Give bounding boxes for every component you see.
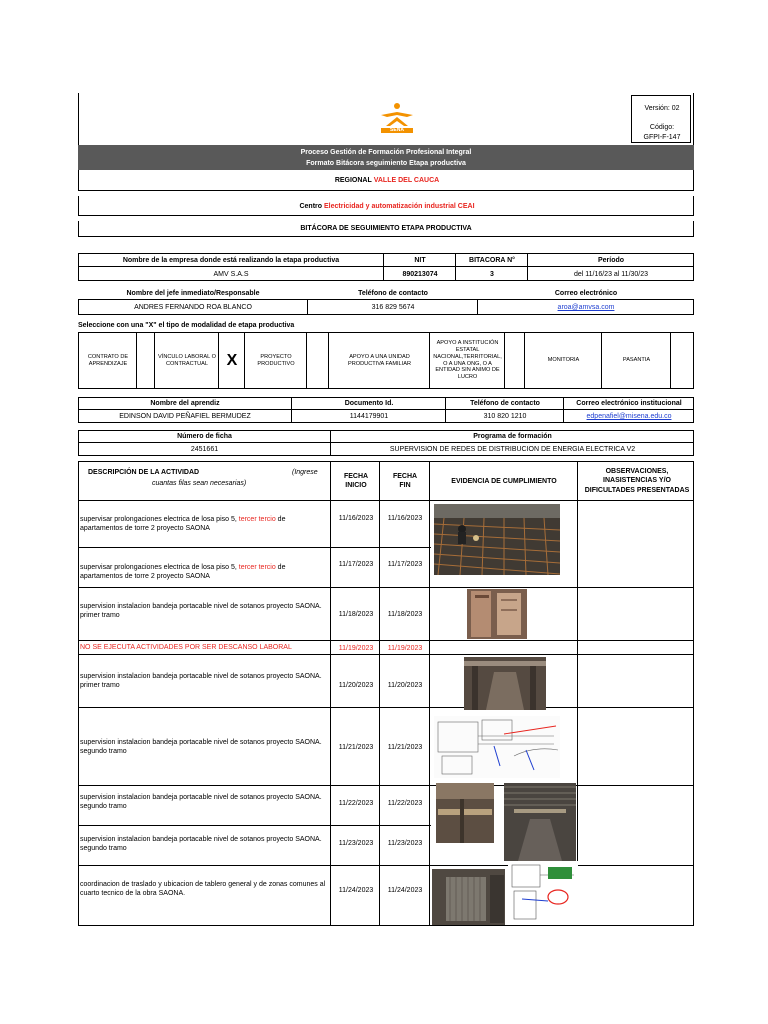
aprendiz-phone-header: Teléfono de contacto [470,400,540,407]
modalidad-proyecto: PROYECTO PRODUCTIVO [257,353,295,367]
fecha-fin-6: 11/21/2023 [387,743,423,751]
fecha-inicio-7: 11/22/2023 [338,799,374,807]
empresa-table [78,253,694,281]
aprendiz-email-header: Correo electrónico institucional [576,400,682,407]
desc-note-a: (Ingrese [292,469,318,476]
jefe-name-header: Nombre del jefe inmediato/Responsable [126,290,260,297]
activity-row-2: supervisar prolongaciones electrica de losa piso 5, tercer tercio de apartamentos de torre 2 proyecto SAONA [80,564,286,581]
observaciones-header: OBSERVACIONES, INASISTENCIAS Y/O DIFICULTADES PRESENTADAS [584,467,690,494]
modalidad-contrato: CONTRATO DE APRENDIZAJE [87,353,129,367]
fecha-inicio-5: 11/20/2023 [338,681,374,689]
regional-row [78,170,694,191]
jefe-email-link[interactable]: aroa@amvsa.com [557,304,615,311]
aprendiz-doc-value: 1144179901 [349,413,389,420]
evidence-photo-5 [436,783,494,843]
evidence-photo-4 [434,716,560,778]
modalidad-table [78,332,694,389]
activity-row-4: NO SE EJECUTA ACTIVIDADES POR SER DESCANSO LABORAL [80,644,292,651]
fecha-inicio-header: FECHA INICIO [343,472,369,489]
fecha-fin-4: 11/19/2023 [387,645,423,652]
fecha-fin-7: 11/22/2023 [387,799,423,807]
sena-logo [377,102,417,134]
centro-row [78,196,694,216]
jefe-name-value: ANDRES FERNANDO ROA BLANCO [134,304,252,311]
fecha-inicio-3: 11/18/2023 [338,610,374,618]
format-title: Formato Bitácora seguimiento Etapa productiva [306,159,466,167]
fecha-inicio-8: 11/23/2023 [338,839,374,847]
jefe-email-header: Correo electrónico [554,290,618,297]
fecha-fin-2: 11/17/2023 [387,560,423,568]
version-label: Versión: 02 [644,104,680,112]
aprendiz-email-link[interactable]: edpenafiel@misena.edu.co [586,413,672,420]
evidence-photo-1 [434,504,560,575]
modalidad-vinculo: VÍNCULO LABORAL O CONTRACTUAL [158,353,216,367]
aprendiz-name-header: Nombre del aprendiz [150,400,220,407]
fecha-inicio-2: 11/17/2023 [338,560,374,568]
bitacora-number-value: 3 [490,270,494,278]
fecha-inicio-9: 11/24/2023 [338,886,374,894]
empresa-name-value: AMV S.A.S [213,270,249,278]
fecha-fin-5: 11/20/2023 [387,681,423,689]
centro-value: Electricidad y automatización industrial CEAI [323,202,475,210]
empresa-name-header: Nombre de la empresa donde está realizando la etapa productiva [122,256,340,264]
sena-logo-text: SENA [390,127,404,133]
activity-row-9: coordinacion de traslado y ubicacion de tablero general y de zonas comunes al cuarto tecnico de la obra SAONA. [80,881,326,898]
ficha-table [78,430,694,456]
bitacora-number-header: BITACORA N° [469,256,515,264]
fecha-inicio-6: 11/21/2023 [338,743,374,751]
modalidad-apoyo-unidad: APOYO A UNA UNIDAD PRODUCTIVA FAMILIAR [348,353,411,367]
version-box [631,95,691,143]
regional-label: REGIONAL [334,177,372,184]
header-block [78,93,694,243]
activity-row-5: supervision instalacion bandeja portacable nivel de sotanos proyecto SAONA. primer tramo [80,673,322,690]
jefe-table [78,287,694,315]
activity-row-7: supervision instalacion bandeja portacable nivel de sotanos proyecto SAONA. segundo tramo [80,794,322,811]
evidence-photo-8 [508,861,578,925]
desc-header: DESCRIPCIÓN DE LA ACTIVIDAD [88,469,200,476]
code-value: GFPI-F-147 [643,133,681,141]
programa-header: Programa de formación [473,433,552,440]
desc-note-b: cuantas filas sean necesarias) [152,480,247,487]
modalidad-prompt: Seleccione con una "X" el tipo de modalidad de etapa productiva [78,322,295,329]
ficha-header: Número de ficha [177,433,232,440]
evidencia-header: EVIDENCIA DE CUMPLIMIENTO [451,477,557,485]
fecha-fin-header: FECHA FIN [392,472,418,489]
modalidad-pasantia: PASANTIA [622,357,651,363]
code-label: Código: [649,124,675,131]
regional-value: VALLE DEL CAUCA [373,177,440,184]
ficha-value: 2451661 [190,446,219,453]
fecha-inicio-1: 11/16/2023 [338,514,374,522]
programa-value: SUPERVISION DE REDES DE DISTRIBUCION DE ENERGIA ELECTRICA V2 [389,446,636,453]
modalidad-apoyo-institucion: APOYO A INSTITUCIÓN ESTATAL NACIONAL,TERRITORIAL, O A UNA ONG, O A ENTIDAD SIN ANIMO DE LUCRO [433,339,502,381]
fecha-inicio-4: 11/19/2023 [338,645,374,652]
evidence-photo-2 [467,589,527,639]
aprendiz-phone-value: 310 820 1210 [483,413,527,420]
activity-row-6: supervision instalacion bandeja portacable nivel de sotanos proyecto SAONA. segundo tramo [80,739,322,756]
periodo-value: del 11/16/23 al 11/30/23 [573,270,649,278]
aprendiz-doc-header: Documento Id. [344,400,394,407]
modalidad-mark[interactable]: X [226,351,238,369]
fecha-fin-1: 11/16/2023 [387,514,423,522]
aprendiz-name-value: EDINSON DAVID PEÑAFIEL BERMUDEZ [119,413,251,420]
aprendiz-table [78,397,694,423]
bitacora-title: BITÁCORA DE SEGUIMIENTO ETAPA PRODUCTIVA [78,221,694,237]
periodo-header: Período [597,256,625,264]
jefe-phone-header: Teléfono de contacto [358,290,428,297]
nit-header: NIT [414,256,426,264]
modalidad-monitoria: MONITORIA [547,357,580,363]
fecha-fin-9: 11/24/2023 [387,886,423,894]
fecha-fin-3: 11/18/2023 [387,610,423,618]
activity-row-1: supervisar prolongaciones electrica de losa piso 5, tercer tercio de apartamentos de torre 2 proyecto SAONA [80,516,286,533]
jefe-phone-value: 316 829 5674 [371,304,415,311]
evidence-photo-3 [464,657,546,710]
nit-value: 890213074 [402,270,438,278]
centro-label: Centro [299,202,323,210]
activities-table [78,461,694,926]
activity-row-8: supervision instalacion bandeja portacable nivel de sotanos proyecto SAONA. segundo tramo [80,836,322,853]
evidence-photo-7 [432,869,505,925]
activity-row-3: supervision instalacion bandeja portacable nivel de sotanos proyecto SAONA. primer tramo [80,603,322,620]
fecha-fin-8: 11/23/2023 [387,839,423,847]
evidence-photo-6 [504,783,576,861]
process-title: Proceso Gestión de Formación Profesional Integral [300,148,472,156]
title-band [78,145,694,170]
